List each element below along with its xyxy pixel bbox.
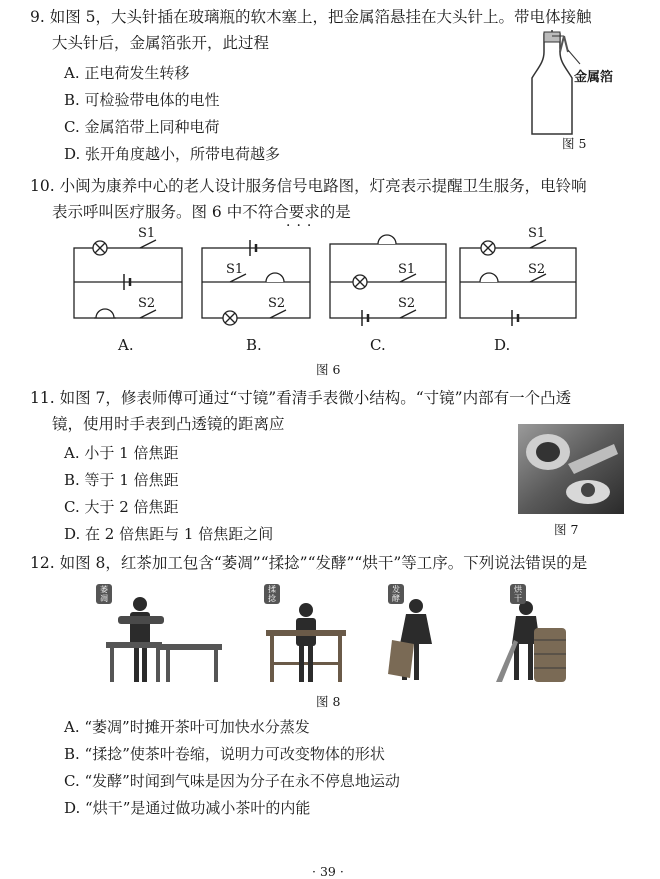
q12-option-d: D. “烘干”是通过做功减小茶叶的内能 [64, 799, 311, 817]
q9-option-c: C. 金属箔带上同种电荷 [64, 118, 220, 136]
circuit-a-letter: A. [118, 336, 134, 354]
stamp-fermenting: 发酵 [388, 584, 404, 604]
stamp-rolling: 揉捻 [264, 584, 280, 604]
tea-process-figure [96, 582, 576, 690]
watch-repair-photo [518, 424, 624, 514]
q9-option-b: B. 可检验带电体的电性 [64, 91, 220, 109]
circuit-diagrams [60, 228, 620, 328]
fig5-caption: 图 5 [562, 136, 587, 151]
circuit-c-s2-label: S2 [398, 296, 416, 311]
circuit-b-letter: B. [246, 336, 262, 354]
q9-line2: 大头针后，金属箔张开，此过程 [52, 34, 270, 52]
circuit-b-s2-label: S2 [268, 296, 286, 311]
stamp-drying: 烘干 [510, 584, 526, 604]
emphasis-dots: ··· [286, 218, 318, 234]
circuit-a-s2-label: S2 [138, 296, 156, 311]
q9-option-d: D. 张开角度越小，所带电荷越多 [64, 145, 281, 163]
fig7-caption: 图 7 [554, 522, 579, 537]
circuit-a-s1-label: S1 [138, 226, 156, 241]
circuit-d-s2-label: S2 [528, 262, 546, 277]
circuit-d-letter: D. [494, 336, 511, 354]
circuit-d-s1-label: S1 [528, 226, 546, 241]
q12-line1: 12. 如图 8，红茶加工包含“萎凋”“揉捻”“发酵”“烘干”等工序。下列说法错误的是 [30, 554, 588, 572]
q12-option-c: C. “发酵”时闻到气味是因为分子在永不停息地运动 [64, 772, 400, 790]
fig8-caption: 图 8 [316, 694, 341, 709]
foil-label: 金属箔 [574, 70, 614, 85]
fig6-caption: 图 6 [316, 362, 341, 377]
circuit-c-letter: C. [370, 336, 386, 354]
q11-option-c: C. 大于 2 倍焦距 [64, 498, 179, 516]
q11-line1: 11. 如图 7，修表师傅可通过“寸镜”看清手表微小结构。“寸镜”内部有一个凸透 [30, 389, 572, 407]
page-number: · 39 · [312, 864, 344, 879]
q9-option-a: A. 正电荷发生转移 [64, 64, 190, 82]
circuit-c-s1-label: S1 [398, 262, 416, 277]
q10-line1: 10. 小闽为康养中心的老人设计服务信号电路图，灯亮表示提醒卫生服务，电铃响 [30, 177, 587, 195]
q12-option-b: B. “揉捻”使茶叶卷缩，说明力可改变物体的形状 [64, 745, 385, 763]
bottle-figure [520, 30, 630, 140]
q10-line2: 表示呼叫医疗服务。图 6 中不符合要求的是 [52, 203, 351, 221]
q12-option-a: A. “萎凋”时摊开茶叶可加快水分蒸发 [64, 718, 310, 736]
q11-option-b: B. 等于 1 倍焦距 [64, 471, 179, 489]
q9-line1: 9. 如图 5，大头针插在玻璃瓶的软木塞上，把金属箔悬挂在大头针上。带电体接触 [30, 8, 592, 26]
circuit-b-s1-label: S1 [226, 262, 244, 277]
stamp-withering: 萎凋 [96, 584, 112, 604]
q11-line2: 镜，使用时手表到凸透镜的距离应 [52, 415, 285, 433]
q11-option-a: A. 小于 1 倍焦距 [64, 444, 179, 462]
q11-option-d: D. 在 2 倍焦距与 1 倍焦距之间 [64, 525, 274, 543]
